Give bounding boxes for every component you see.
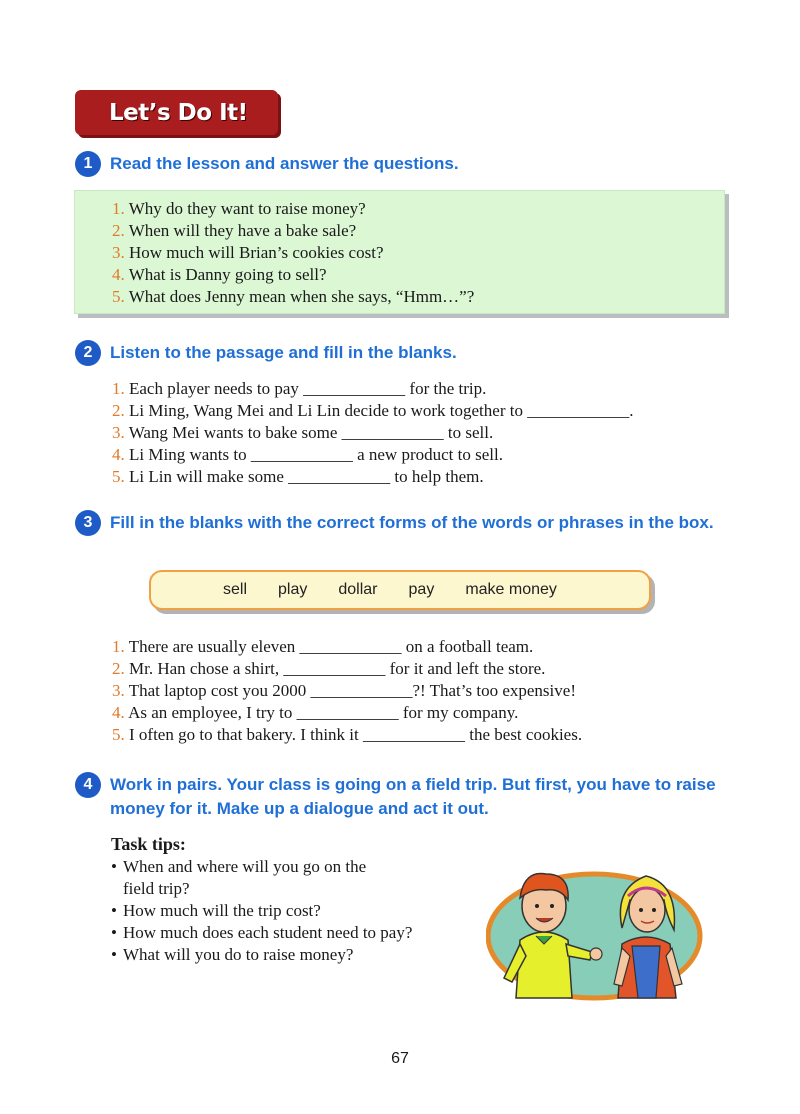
section-number-badge: 3 bbox=[75, 510, 101, 536]
task-tips-title: Task tips: bbox=[111, 834, 186, 854]
question-list bbox=[112, 198, 474, 308]
list-item: • How much will the trip cost? bbox=[111, 900, 481, 922]
section-title: Work in pairs. Your class is going on a field trip. But first, you have to raise money for it. Make up a dialogue and act it out. bbox=[110, 775, 716, 818]
word-chip: dollar bbox=[338, 581, 378, 598]
list-item: 4. Li Ming wants to ____________ a new product to sell. bbox=[112, 445, 503, 464]
word-chip: make money bbox=[465, 581, 557, 598]
list-item: 2. Li Ming, Wang Mei and Li Lin decide to work together to ____________. bbox=[112, 401, 634, 420]
list-item: 1. Each player needs to pay ____________ for the trip. bbox=[112, 379, 487, 398]
list-item: 3. Wang Mei wants to bake some ____________ to sell. bbox=[112, 423, 494, 442]
section-number-badge: 4 bbox=[75, 772, 101, 798]
section-3-heading bbox=[75, 511, 730, 536]
two-students-illustration bbox=[486, 848, 706, 1008]
section-title: Read the lesson and answer the questions. bbox=[110, 154, 459, 173]
list-item: • How much does each student need to pay? bbox=[111, 922, 481, 944]
list-item: 4. What is Danny going to sell? bbox=[112, 265, 327, 284]
list-item: 5. I often go to that bakery. I think it ____________ the best cookies. bbox=[112, 725, 583, 744]
list-item: 5. What does Jenny mean when she says, “Hmm…”? bbox=[112, 287, 475, 306]
section-number-badge: 2 bbox=[75, 340, 101, 366]
word-chip: play bbox=[278, 581, 308, 598]
section-2-heading bbox=[75, 341, 730, 366]
task-tips bbox=[111, 832, 481, 966]
fill-blank-list bbox=[112, 378, 633, 488]
questions-box bbox=[74, 190, 725, 314]
list-item: 1. There are usually eleven ____________ on a football team. bbox=[112, 637, 534, 656]
word-box bbox=[149, 570, 651, 610]
fill-blank-list bbox=[112, 636, 582, 746]
lets-do-it-banner bbox=[75, 90, 278, 135]
section-title: Listen to the passage and fill in the blanks. bbox=[110, 343, 457, 362]
list-item: 3. That laptop cost you 2000 ____________?! That’s too expensive! bbox=[112, 681, 576, 700]
list-item: 4. As an employee, I try to ____________ for my company. bbox=[112, 703, 519, 722]
list-item: 1. Why do they want to raise money? bbox=[112, 199, 366, 218]
section-1-heading bbox=[75, 152, 730, 177]
list-item: 2. Mr. Han chose a shirt, ____________ for it and left the store. bbox=[112, 659, 546, 678]
list-item: • When and where will you go on the field trip? bbox=[111, 856, 383, 900]
word-chip: pay bbox=[408, 581, 435, 598]
section-number-badge: 1 bbox=[75, 151, 101, 177]
list-item: 2. When will they have a bake sale? bbox=[112, 221, 357, 240]
list-item: 3. How much will Brian’s cookies cost? bbox=[112, 243, 384, 262]
word-chip: sell bbox=[223, 581, 248, 598]
task-tips-list bbox=[111, 856, 481, 966]
page-number: 67 bbox=[391, 1050, 409, 1067]
section-4-heading bbox=[75, 773, 730, 821]
section-title: Fill in the blanks with the correct forms of the words or phrases in the box. bbox=[110, 513, 714, 532]
banner-title: Let’s Do It! bbox=[109, 99, 248, 126]
list-item: 5. Li Lin will make some ____________ to help them. bbox=[112, 467, 484, 486]
list-item: • What will you do to raise money? bbox=[111, 944, 481, 966]
